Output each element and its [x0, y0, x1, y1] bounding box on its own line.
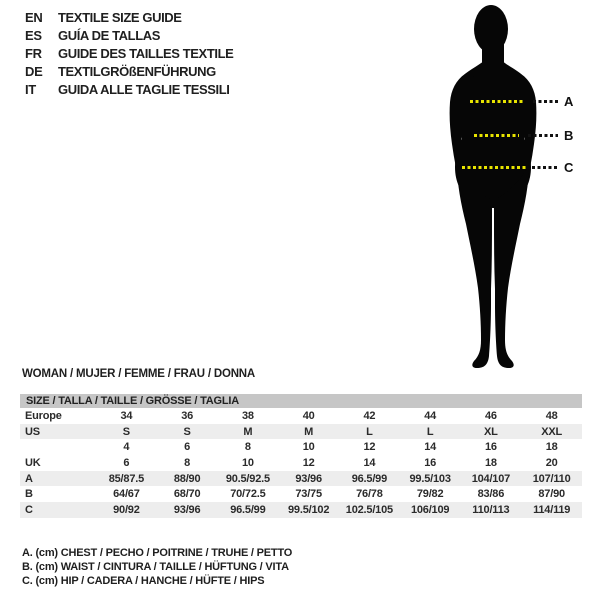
size-cell: 8 — [184, 456, 191, 469]
measurement-legend — [22, 546, 292, 588]
size-cell: M — [304, 425, 314, 438]
chest-leader-line — [533, 100, 558, 103]
lang-title: TEXTILE SIZE GUIDE — [58, 9, 182, 25]
table-row-us — [20, 424, 582, 440]
size-cell: 90/92 — [113, 503, 140, 516]
size-cell: 4 — [123, 441, 130, 454]
lang-title: GUIDA ALLE TAGLIE TESSILI — [58, 81, 230, 97]
size-cell: 36 — [181, 409, 194, 422]
size-cell: 96.5/99 — [230, 503, 266, 516]
size-cell: 18 — [545, 441, 558, 454]
size-cell: 34 — [120, 409, 133, 422]
lang-row-fr — [25, 44, 233, 62]
size-cell: 104/107 — [471, 472, 511, 485]
waist-measure-line — [474, 134, 519, 137]
size-cell: 90.5/92.5 — [225, 472, 270, 485]
row-label: C — [25, 503, 33, 516]
language-title-block — [25, 8, 233, 98]
size-cell: 102.5/105 — [345, 503, 393, 516]
lang-code: ES — [25, 27, 42, 43]
measure-label-a: A — [564, 94, 574, 109]
size-cell: XL — [484, 425, 498, 438]
row-label — [20, 439, 96, 455]
size-cell: 8 — [244, 441, 251, 454]
size-cell: 14 — [424, 441, 437, 454]
lang-code: IT — [25, 81, 36, 97]
table-row-waist-b — [20, 486, 582, 502]
table-row-numeric — [20, 439, 582, 455]
table-row-hip-c — [20, 502, 582, 518]
lang-title: TEXTILGRÖßENFÜHRUNG — [58, 63, 216, 79]
lang-code: DE — [25, 63, 43, 79]
size-cell: 76/78 — [356, 488, 383, 501]
table-row-chest-a — [20, 471, 582, 487]
legend-waist: B. (cm) WAIST / CINTURA / TAILLE / HÜFTUNG / VITA — [22, 561, 289, 573]
size-cell: 46 — [484, 409, 497, 422]
lang-title: GUIDE DES TAILLES TEXTILE — [58, 45, 234, 61]
size-cell: 85/87.5 — [108, 472, 145, 485]
lang-row-it — [25, 80, 233, 98]
table-header: SIZE / TALLA / TAILLE / GRÖSSE / TAGLIA — [20, 394, 582, 408]
row-label: B — [25, 488, 33, 501]
size-cell: 14 — [363, 456, 376, 469]
size-cell: 99.5/102 — [288, 503, 330, 516]
size-cell: 6 — [123, 456, 130, 469]
size-cell: 10 — [241, 456, 254, 469]
row-label: Europe — [25, 409, 62, 422]
section-title: WOMAN / MUJER / FEMME / FRAU / DONNA — [22, 368, 256, 380]
size-cell: 107/110 — [532, 472, 571, 485]
woman-silhouette-figure — [435, 4, 555, 370]
size-cell: 93/96 — [295, 472, 322, 485]
lang-title: GUÍA DE TALLAS — [58, 27, 161, 43]
hip-measure-line — [462, 166, 526, 169]
row-label: UK — [25, 456, 41, 469]
size-cell: M — [243, 425, 253, 438]
size-cell: L — [426, 425, 434, 438]
size-cell: 12 — [302, 456, 315, 469]
legend-chest: A. (cm) CHEST / PECHO / POITRINE / TRUHE / PETTO — [22, 547, 293, 559]
size-cell: 110/113 — [472, 503, 510, 516]
size-cell: 16 — [424, 456, 437, 469]
size-cell: L — [366, 425, 373, 438]
lang-row-en — [25, 8, 233, 26]
table-row-uk — [20, 455, 582, 471]
size-cell: 96.5/99 — [351, 472, 388, 485]
lang-row-de — [25, 62, 233, 80]
size-cell: 106/109 — [410, 503, 450, 516]
size-cell: 73/75 — [295, 488, 322, 501]
size-cell: 38 — [241, 409, 254, 422]
size-table — [20, 394, 582, 518]
measure-label-b: B — [564, 128, 574, 143]
size-cell: 40 — [302, 409, 315, 422]
size-cell: 87/90 — [538, 488, 565, 501]
lang-code: EN — [25, 9, 43, 25]
table-header-row — [20, 394, 582, 408]
lang-code: FR — [25, 45, 42, 61]
size-cell: S — [122, 425, 130, 438]
size-cell: XXL — [541, 425, 563, 438]
size-cell: 68/70 — [173, 488, 201, 501]
size-cell: 42 — [363, 409, 376, 422]
size-cell: 114/119 — [533, 503, 571, 516]
row-label: A — [25, 472, 33, 485]
hip-leader-line — [532, 166, 558, 169]
size-cell: 88/90 — [173, 472, 201, 485]
size-cell: 93/96 — [173, 503, 201, 516]
chest-measure-line — [470, 100, 524, 103]
row-label: US — [25, 425, 40, 438]
size-cell: 6 — [184, 441, 191, 454]
size-cell: 18 — [484, 456, 497, 469]
legend-hip: C. (cm) HIP / CADERA / HANCHE / HÜFTE / HIPS — [22, 575, 265, 587]
woman-silhouette-icon — [435, 4, 555, 370]
size-cell: 64/67 — [113, 488, 140, 501]
size-cell: 83/86 — [477, 488, 505, 501]
size-cell: 10 — [302, 441, 315, 454]
size-cell: 79/82 — [416, 488, 444, 501]
size-cell: S — [183, 425, 191, 438]
lang-row-es — [25, 26, 233, 44]
table-row-europe — [20, 408, 582, 424]
size-cell: 48 — [545, 409, 558, 422]
size-cell: 70/72.5 — [230, 488, 266, 501]
size-cell: 12 — [363, 441, 376, 454]
waist-leader-line — [528, 134, 558, 137]
size-cell: 99.5/103 — [409, 472, 451, 485]
size-cell: 20 — [545, 456, 558, 469]
size-cell: 16 — [484, 441, 497, 454]
measure-label-c: C — [564, 160, 574, 175]
size-cell: 44 — [424, 409, 437, 422]
